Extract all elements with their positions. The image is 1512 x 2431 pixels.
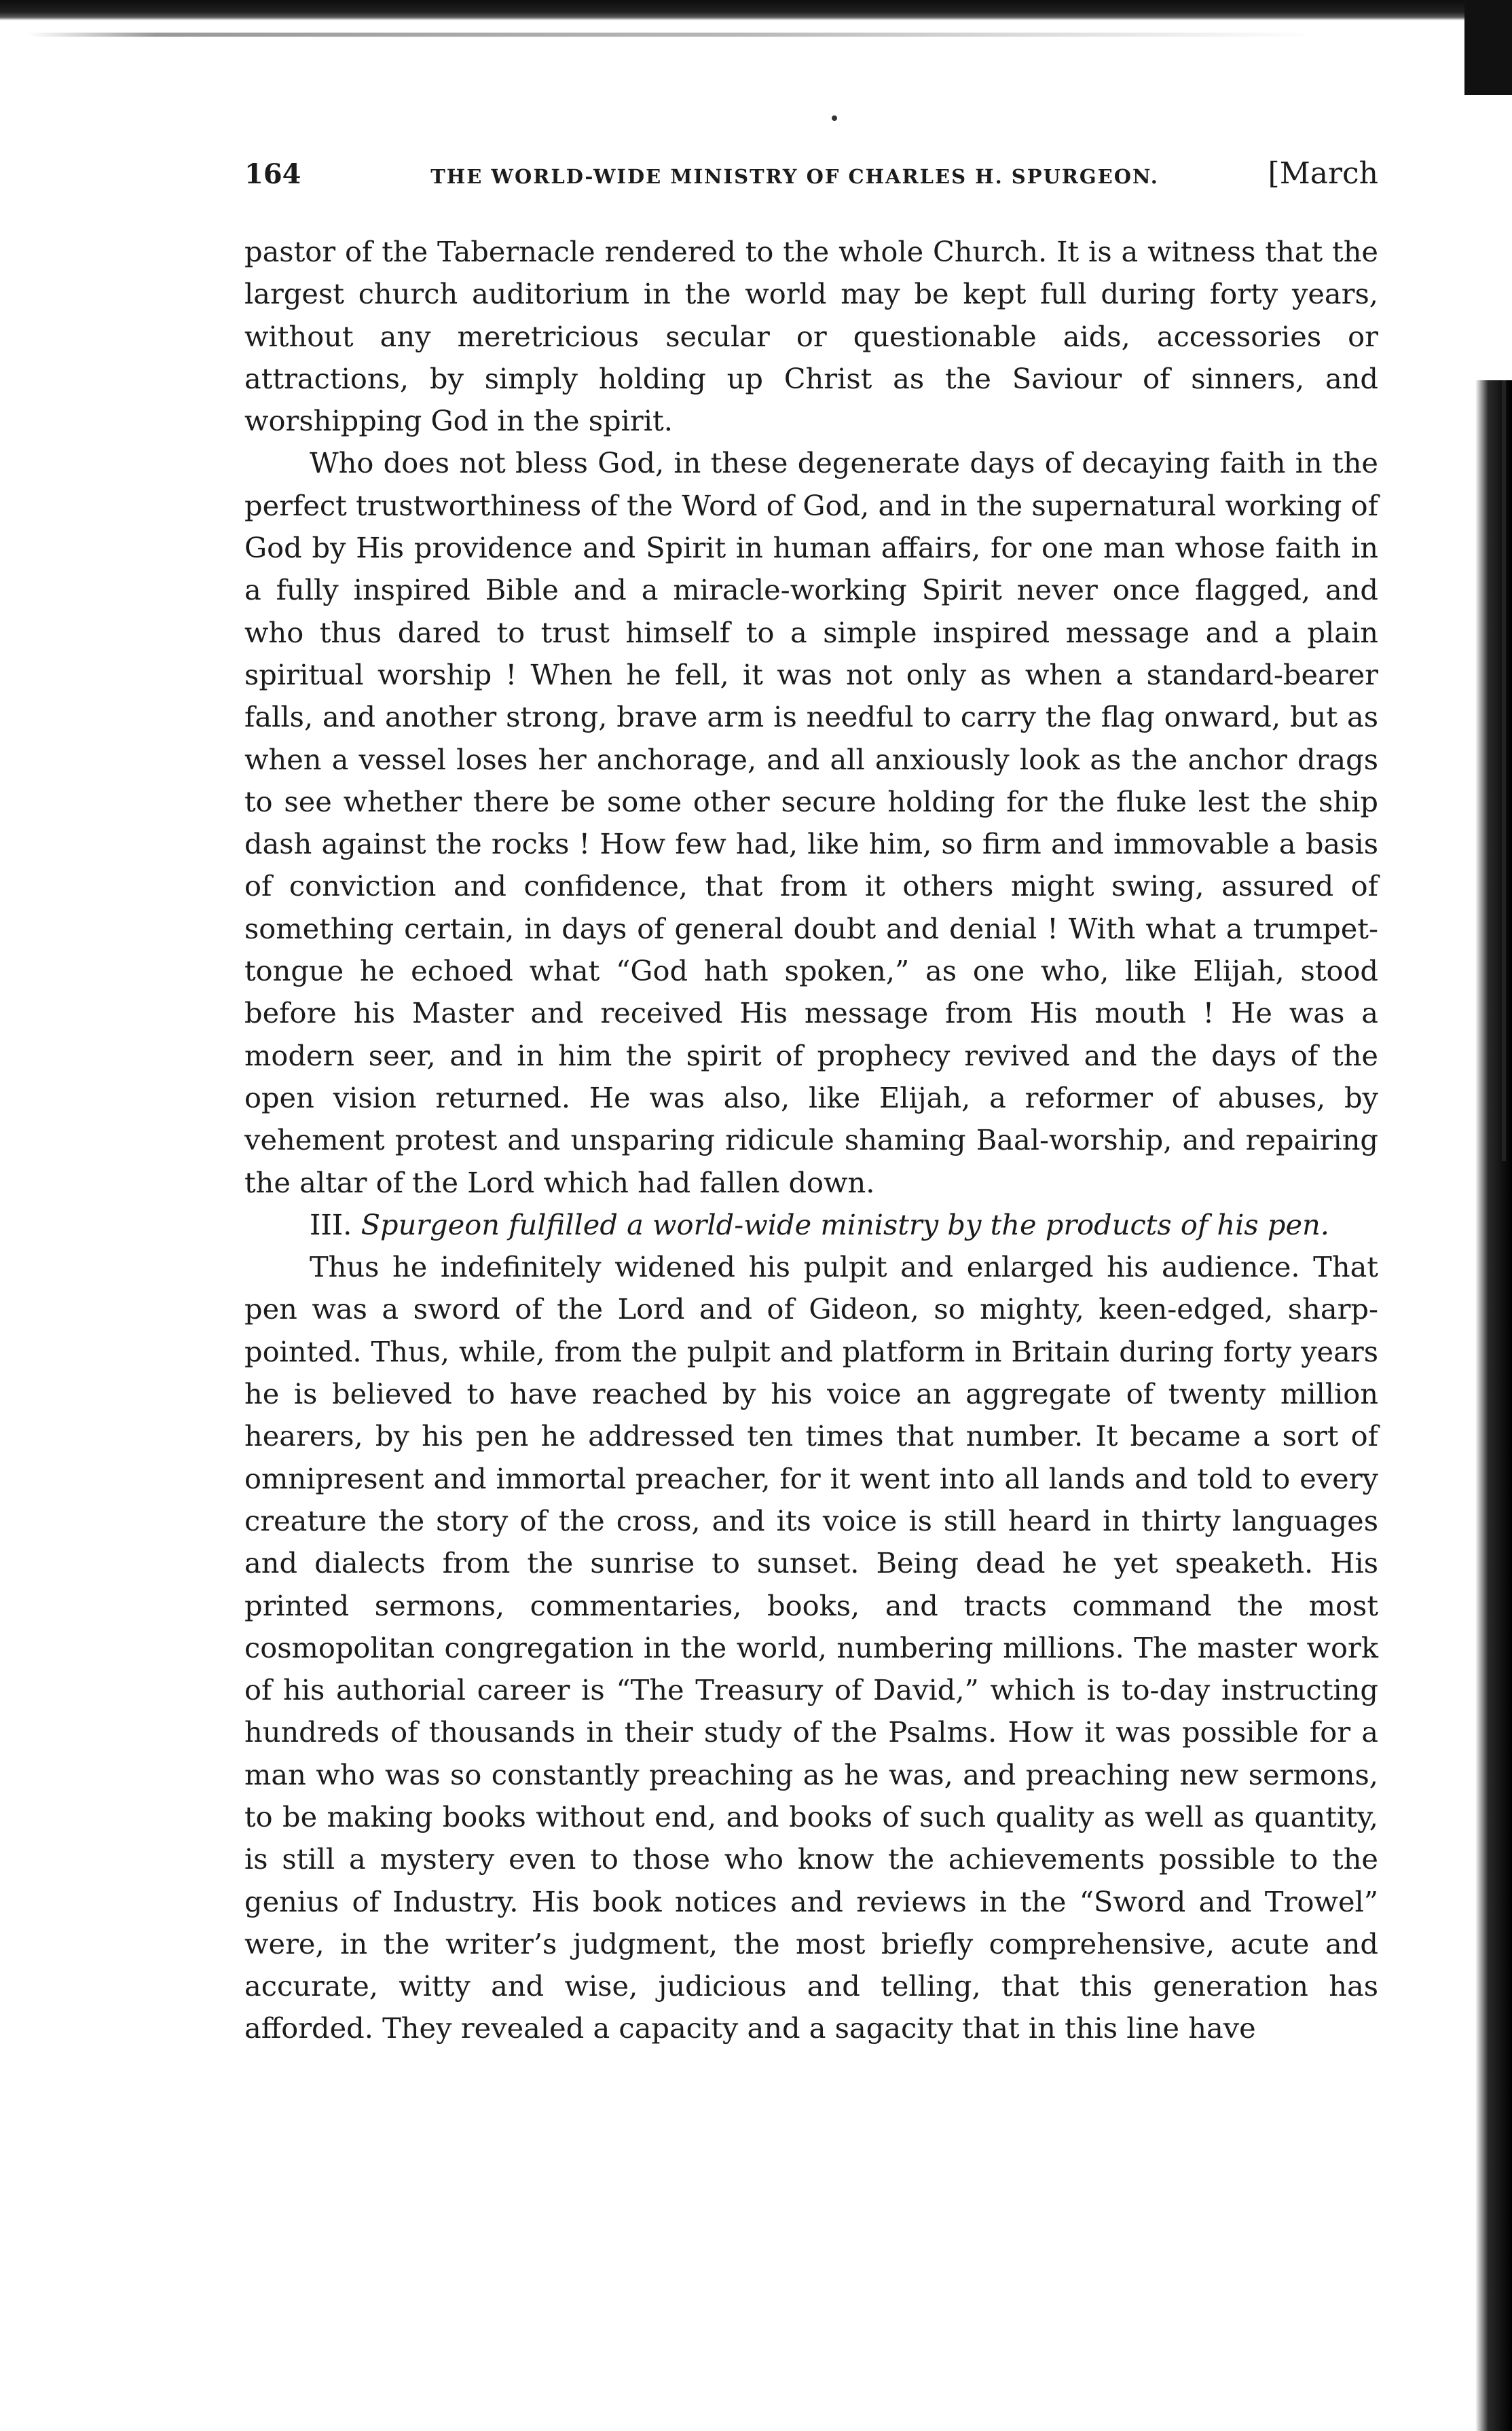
running-month: [March	[1268, 156, 1378, 191]
scan-edge-line	[27, 33, 1317, 37]
section-title: Spurgeon fulfilled a world-wide ministry by the products of his pen.	[361, 1207, 1329, 1241]
page-number: 164	[244, 158, 301, 190]
section-heading	[244, 1204, 1378, 1246]
body-text	[244, 231, 1378, 2050]
section-number: III.	[310, 1207, 352, 1241]
scan-gutter-line	[1502, 380, 1506, 1161]
running-title: THE WORLD-WIDE MINISTRY OF CHARLES H. SPURGEON.	[430, 165, 1159, 188]
running-head	[244, 156, 1378, 211]
scan-edge-shadow-top	[0, 0, 1512, 20]
paragraph-elijah: Who does not bless God, in these degenerate days of decaying faith in the perfect trustworthiness of the Word of God, and in the supernatural working of God by His providence and Spirit in human affairs, for one man whose faith in a fully inspired Bible and a miracle-working Spirit never once flagged, and who thus dared to trust himself to a simple inspired message and a plain spiritual worship ! When he fell, it was not only as when a standard-bearer falls, and another strong, brave arm is needful to carry the flag onward, but as when a vessel loses her anchorage, and all anxiously look as the anchor drags to see whether there be some other secure holding for the fluke lest the ship dash against the rocks ! How few had, like him, so firm and immovable a basis of conviction and confidence, that from it others might swing, assured of something certain, in days of general doubt and denial ! With what a trumpet-tongue he echoed what “God hath spoken,” as one who, like Elijah, stood before his Master and received His message from His mouth ! He was a modern seer, and in him the spirit of prophecy revived and the days of the open vision returned. He was also, like Elijah, a reformer of abuses, by vehement protest and unsparing ridicule shaming Baal-worship, and repairing the altar of the Lord which had fallen down.	[244, 446, 1378, 1199]
scan-edge-shadow-corner	[1464, 0, 1512, 95]
paragraph-continued: pastor of the Tabernacle rendered to the whole Church. It is a witness that the largest church auditorium in the world may be kept full during forty years, without any meretricious secular or questionable aids, accessories or attractions, by simply holding up Christ as the Saviour of sinners, and worshipping God in the spirit.	[244, 235, 1378, 438]
paragraph-pen: Thus he indefinitely widened his pulpit and enlarged his audience. That pen was a sword of the Lord and of Gideon, so mighty, keen-edged, sharp-pointed. Thus, while, from the pulpit and platform in Britain during forty years he is believed to have reached by his voice an aggregate of twenty million hearers, by his pen he addressed ten times that number. It became a sort of omnipresent and immortal preacher, for it went into all lands and told to every creature the story of the cross, and its voice is still heard in thirty languages and dialects from the sunrise to sunset. Being dead he yet speaketh. His printed sermons, commentaries, books, and tracts command the most cosmopolitan congregation in the world, numbering millions. The master work of his authorial career is “The Treasury of David,” which is to-day instructing hundreds of thousands in their study of the Psalms. How it was possible for a man who was so constantly preaching as he was, and preaching new sermons, to be making books without end, and books of such quality as well as quantity, is still a mystery even to those who know the achievements possible to the genius of Industry. His book notices and reviews in the “Sword and Trowel” were, in the writer’s judgment, the most briefly comprehensive, acute and accurate, witty and wise, judicious and telling, that this generation has afforded. They revealed a capacity and a sagacity that in this line have	[244, 1250, 1378, 2045]
scan-edge-shadow-right	[1475, 380, 1512, 2431]
scan-speck	[832, 115, 837, 121]
document-page	[244, 156, 1378, 2050]
